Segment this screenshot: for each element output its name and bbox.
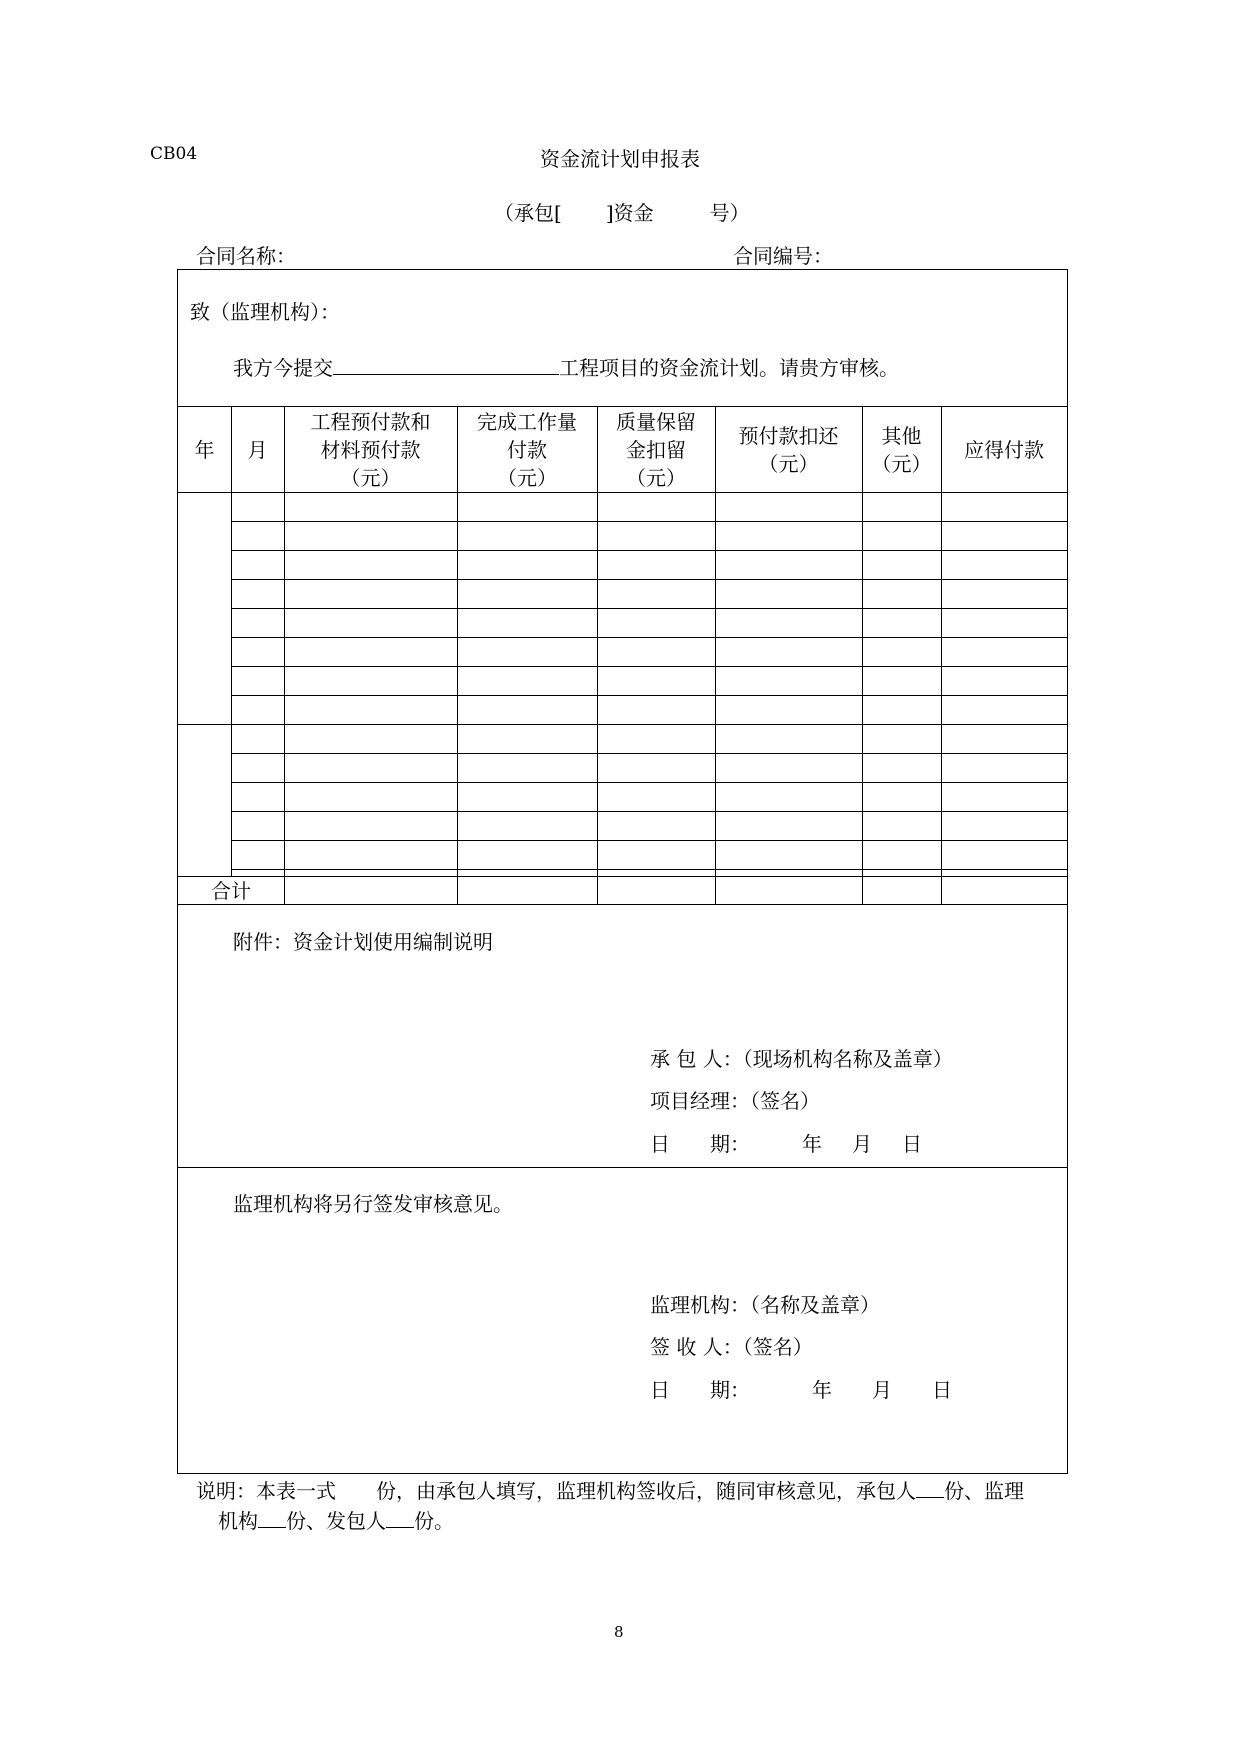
contractor-signature-line: 承 包 人：（现场机构名称及盖章） xyxy=(650,1047,953,1071)
doc-number-middle: ]资金 xyxy=(605,201,654,225)
project-name-blank[interactable] xyxy=(333,352,559,375)
header-retention: 质量保留 金扣留 （元） xyxy=(616,409,696,490)
addressee-line: 致（监理机构）： xyxy=(190,300,340,324)
header-payable: 应得付款 xyxy=(964,437,1044,462)
supervisor-copies-blank[interactable] xyxy=(258,1505,286,1528)
total-row-rule xyxy=(177,876,1067,877)
contract-number-label: 合同编号： xyxy=(733,244,833,268)
contract-name-label: 合同名称： xyxy=(196,244,296,268)
footer-note-line1: 说明：本表一式 份，由承包人填写，监理机构签收后，随同审核意见，承包人 份、监理 xyxy=(196,1475,1024,1504)
document-number xyxy=(494,197,750,226)
header-other: 其他 （元） xyxy=(871,423,932,476)
page-number: 8 xyxy=(614,1623,624,1641)
header-bottom-rule xyxy=(177,492,1067,493)
contractor-date-line: 日 期： 年 月 日 xyxy=(650,1132,922,1156)
supervisor-org-line: 监理机构：（名称及盖章） xyxy=(650,1293,880,1317)
section-divider xyxy=(177,1167,1067,1168)
total-row-label: 合计 xyxy=(211,879,251,903)
table-row-rule xyxy=(177,724,1067,725)
header-advance-payment: 工程预付款和 材料预付款 （元） xyxy=(310,409,431,490)
header-advance-deduction: 预付款扣还 （元） xyxy=(738,423,839,476)
header-year: 年 xyxy=(194,437,215,462)
form-title: 资金流计划申报表 xyxy=(540,147,700,171)
table-bottom-rule xyxy=(177,904,1067,905)
form-code: CB04 xyxy=(150,144,198,164)
footer-note-line2: 机构 份、发包人 份。 xyxy=(218,1505,454,1534)
submission-prefix: 我方今提交 xyxy=(233,356,333,380)
header-work-payment: 完成工作量 付款 （元） xyxy=(477,409,577,490)
submission-statement xyxy=(233,352,899,381)
submission-suffix: 工程项目的资金流计划。请贵方审核。 xyxy=(559,356,899,380)
project-manager-line: 项目经理：（签名） xyxy=(650,1089,820,1113)
employer-copies-blank[interactable] xyxy=(386,1505,414,1528)
supervisor-note: 监理机构将另行签发审核意见。 xyxy=(233,1192,513,1216)
receiver-line: 签 收 人：（签名） xyxy=(650,1335,813,1359)
doc-number-prefix: （承包[ xyxy=(494,201,562,225)
contractor-copies-blank[interactable] xyxy=(916,1475,944,1498)
doc-number-suffix: 号） xyxy=(709,201,750,225)
supervisor-date-line: 日 期： 年 月 日 xyxy=(650,1378,952,1402)
attachment-line: 附件：资金计划使用编制说明 xyxy=(233,930,493,954)
header-month: 月 xyxy=(247,437,268,462)
